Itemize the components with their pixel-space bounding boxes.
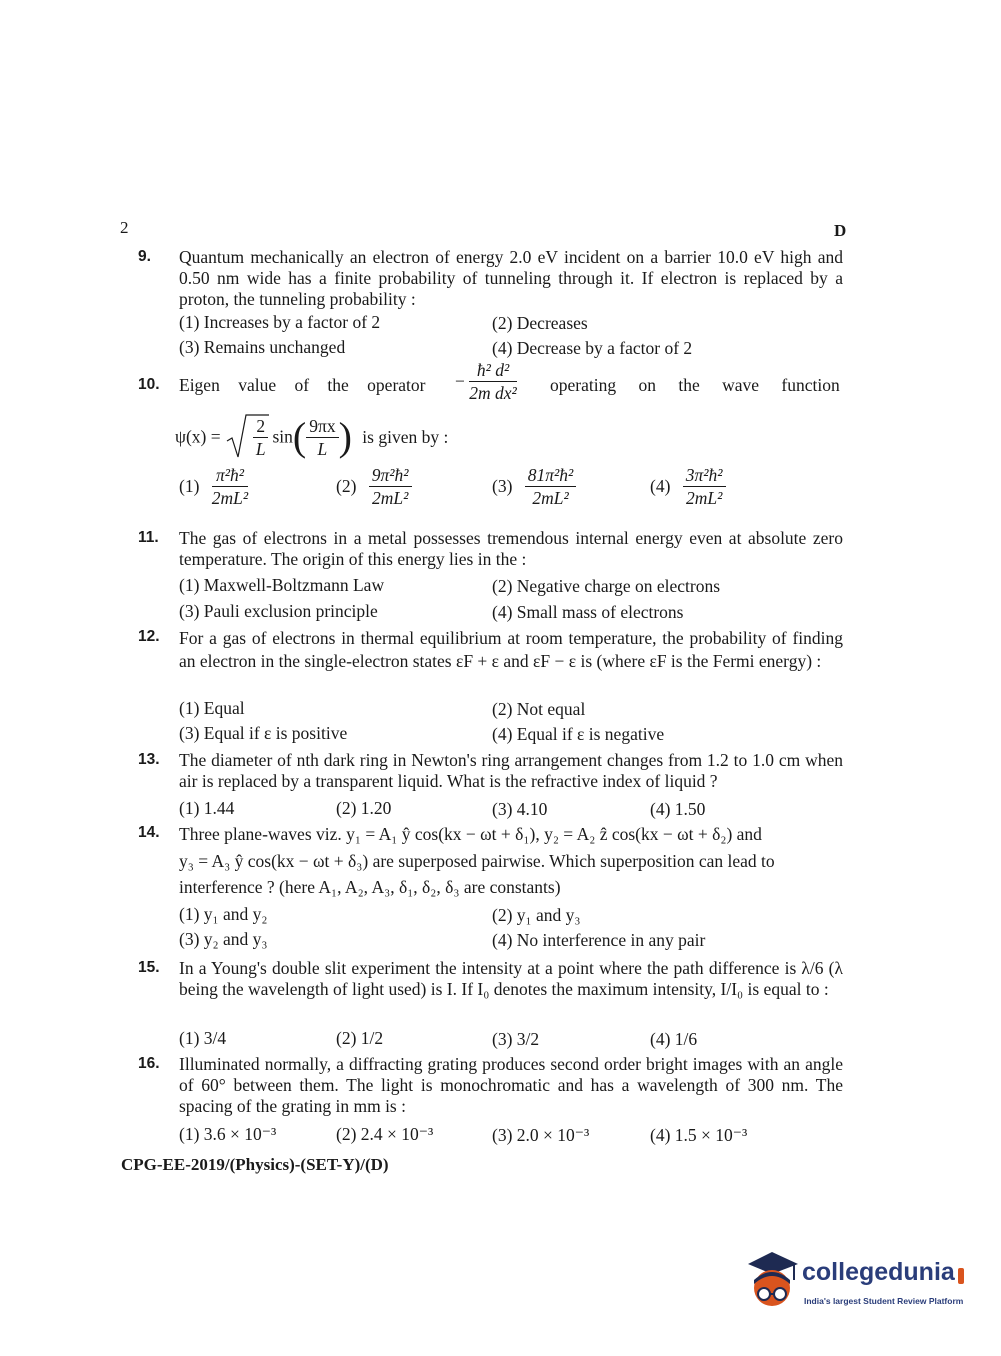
question-number: 12.	[138, 628, 160, 645]
option: (3) 2.0 × 10⁻³	[492, 1125, 590, 1145]
option: (2) $\frac{\text{9π²ħ²}}{\text{2mL²}}$	[336, 464, 412, 509]
option: (3) 4.10	[492, 799, 548, 819]
question-text: The diameter of nth dark ring in Newton's ring arrangement changes from 1.2 to 1.0 cm when air is replaced by a transparent liquid. What is the refractive index of liquid ?	[179, 750, 843, 791]
option: (4) Equal if ε is negative	[492, 724, 665, 744]
question-text: In a Young's double slit experiment the intensity at a point where the path difference is λ/6 (λ being the wavelength of light used) is I. If I₀ denotes the maximum intensity, I/I₀ is equal to :	[179, 958, 843, 999]
footer-code: CPG-EE-2019/(Physics)-(SET-Y)/(D)	[121, 1155, 389, 1174]
option: (2) y₁ and y₃	[492, 905, 581, 925]
option: (4) No interference in any pair	[492, 930, 706, 950]
option: (3) Remains unchanged	[179, 337, 346, 357]
question-text: is given by :	[362, 426, 449, 447]
question-text: Three plane-waves viz. y₁ = A₁ ŷ cos(kx − ωt + δ₁), y₂ = A₂ ẑ cos(kx − ωt + δ₂) and	[179, 824, 762, 844]
option: (3) Equal if ε is positive	[179, 723, 348, 743]
sqrt-fraction: $\frac{2}{L}$	[253, 415, 268, 460]
sin-label: sin	[272, 426, 293, 447]
page-number: 2	[120, 218, 129, 237]
question-number: 14.	[138, 824, 160, 841]
logo-tagline: India's largest Student Review Platform	[804, 1296, 964, 1306]
psi-label: ψ(x) =	[175, 426, 221, 447]
option: (1) 3/4	[179, 1028, 227, 1048]
mascot-icon	[742, 1250, 800, 1312]
question-number: 9.	[138, 248, 151, 265]
option: (3) $\frac{\text{81π²ħ²}}{\text{2mL²}}$	[492, 464, 576, 509]
option: (2) Not equal	[492, 699, 586, 719]
question-number: 10.	[138, 376, 160, 393]
sin-argument: $\frac{9\pi x}{L}$	[306, 415, 338, 460]
option: (2) 1.20	[336, 798, 392, 818]
option: (2) Negative charge on electrons	[492, 576, 721, 596]
option: (3) Pauli exclusion principle	[179, 601, 378, 621]
option: (2) 1/2	[336, 1028, 384, 1048]
option: (1) Increases by a factor of 2	[179, 312, 381, 332]
operator-numerator: ħ² d²	[469, 359, 517, 382]
option: (4) Decrease by a factor of 2	[492, 338, 693, 358]
question-text: The gas of electrons in a metal possesses tremendous internal energy even at absolute zero temperature. The origin of this energy lies in the :	[179, 528, 843, 569]
logo-wordmark: collegedunia	[802, 1258, 955, 1286]
option: (4) 1.5 × 10⁻³	[650, 1125, 748, 1145]
question-text: For a gas of electrons in thermal equilibrium at room temperature, the probability of finding an electron in the single-electron states εF + ε and εF − ε is (where εF is the Fermi energy) :	[179, 628, 843, 671]
option: (1) y₁ and y₂	[179, 904, 268, 924]
question-number: 16.	[138, 1055, 160, 1072]
option: (3) y₂ and y₃	[179, 929, 268, 949]
wave-function: ψ(x) = $\frac{2}{L}$ sin( $\frac{9\pi x}{L}$ ) is given by :	[175, 414, 449, 459]
option: (1) $\frac{\text{π²ħ²}}{\text{2mL²}}$	[179, 465, 249, 508]
set-code: D	[834, 221, 847, 240]
option: (1) Equal	[179, 698, 245, 718]
option: (4) 1.50	[650, 799, 706, 819]
collegedunia-logo	[742, 1250, 972, 1315]
question-text: Illuminated normally, a diffracting grating produces second order bright images with an angle of 60° between them. The light is monochromatic and has a wavelength of 300 nm. The spacing of the grating in mm is :	[179, 1054, 843, 1116]
option: (1) Maxwell-Boltzmann Law	[179, 575, 385, 595]
question-number: 15.	[138, 959, 160, 976]
option: (1) 3.6 × 10⁻³	[179, 1124, 277, 1144]
question-text: operating on the wave function	[550, 375, 840, 395]
question-text: Eigen value of the operator	[179, 375, 426, 395]
option: (4) Small mass of electrons	[492, 602, 684, 622]
option: (3) 3/2	[492, 1029, 540, 1049]
option: (1) 1.44	[179, 798, 235, 818]
option: (4) $\frac{\text{3π²ħ²}}{\text{2mL²}}$	[650, 464, 726, 509]
operator-fraction: − $\frac{\text{ħ² d²}}{\text{2m dx²}}$	[455, 360, 517, 403]
option: (4) 1/6	[650, 1029, 698, 1049]
operator-denominator: 2m dx²	[469, 383, 517, 403]
question-text: interference ? (here A₁, A₂, A₃, δ₁, δ₂, δ₃ are constants)	[179, 877, 561, 897]
question-text: Quantum mechanically an electron of energy 2.0 eV incident on a barrier 10.0 eV high and 0.50 nm wide has a finite probability of tunneling through it. If electron is replaced by a proton, the tunneling probability :	[179, 247, 843, 309]
question-number: 13.	[138, 751, 160, 768]
option: (2) 2.4 × 10⁻³	[336, 1124, 434, 1144]
question-number: 11.	[138, 529, 159, 546]
question-text: y₃ = A₃ ŷ cos(kx − ωt + δ₃) are superposed pairwise. Which superposition can lead to	[179, 851, 775, 871]
logo-accent	[958, 1268, 964, 1284]
option: (2) Decreases	[492, 313, 588, 333]
